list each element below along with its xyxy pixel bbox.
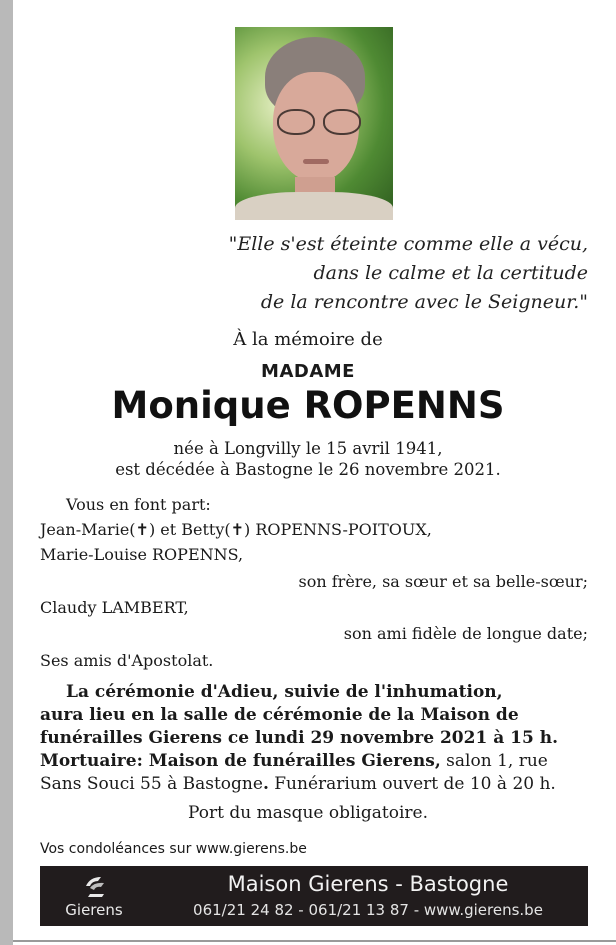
birth-info: née à Longvilly le 15 avril 1941, xyxy=(173,439,443,458)
street-address: Sans Souci 55 à Bastogne xyxy=(40,774,263,794)
ceremony-info xyxy=(40,681,588,796)
death-info: est décédée à Bastogne le 26 novembre 2021. xyxy=(115,460,501,479)
portrait-photo xyxy=(235,27,393,220)
ceremony-line: La cérémonie d'Adieu, suivie de l'inhumation, xyxy=(66,682,503,702)
logo-wordmark: Gierens xyxy=(65,901,123,919)
memorial-intro: À la mémoire de xyxy=(233,329,383,350)
condolences-link[interactable]: Vos condoléances sur www.gierens.be xyxy=(40,841,307,857)
deceased-name: Monique ROPENNS xyxy=(111,384,505,427)
family-line: Ses amis d'Apostolat. xyxy=(40,651,214,670)
mask-notice: Port du masque obligatoire. xyxy=(188,803,428,823)
funerarium-hours: Funérarium ouvert de 10 à 20 h. xyxy=(268,774,556,794)
bottom-border xyxy=(13,940,616,942)
address-period: . xyxy=(262,774,269,794)
family-relation: son ami fidèle de longue date; xyxy=(343,624,588,643)
mortuary-address: salon 1, rue xyxy=(440,751,548,771)
gierens-logo xyxy=(54,872,134,922)
family-relation: son frère, sa sœur et sa belle-sœur; xyxy=(298,572,588,591)
mortuary-label: Mortuaire: Maison de funérailles Gierens, xyxy=(40,751,441,771)
contact-info: 061/21 24 82 - 061/21 13 87 - www.gierens.be xyxy=(193,901,543,919)
quote-line: "Elle s'est éteinte comme elle a vécu, xyxy=(228,233,588,255)
quote-line: de la rencontre avec le Seigneur." xyxy=(260,291,588,313)
ceremony-line: aura lieu en la salle de cérémonie de la Maison de xyxy=(40,705,519,725)
family-line: Jean-Marie(✝) et Betty(✝) ROPENNS-POITOUX, xyxy=(40,520,432,539)
ceremony-line: funérailles Gierens ce lundi 29 novembre 2021 à 15 h. xyxy=(40,728,558,748)
family-line: Marie-Louise ROPENNS, xyxy=(40,545,244,564)
family-line: Claudy LAMBERT, xyxy=(40,598,189,617)
honorific-title: MADAME xyxy=(261,361,355,382)
mortuary-line xyxy=(40,750,588,773)
memorial-quote xyxy=(228,230,588,317)
funeral-home-name: Maison Gierens - Bastogne xyxy=(227,872,509,896)
gierens-logo-icon xyxy=(84,874,108,898)
family-intro: Vous en font part: xyxy=(66,495,211,514)
funeral-home-banner xyxy=(40,866,588,926)
quote-line: dans le calme et la certitude xyxy=(313,262,588,284)
funerarium-line xyxy=(40,773,588,796)
